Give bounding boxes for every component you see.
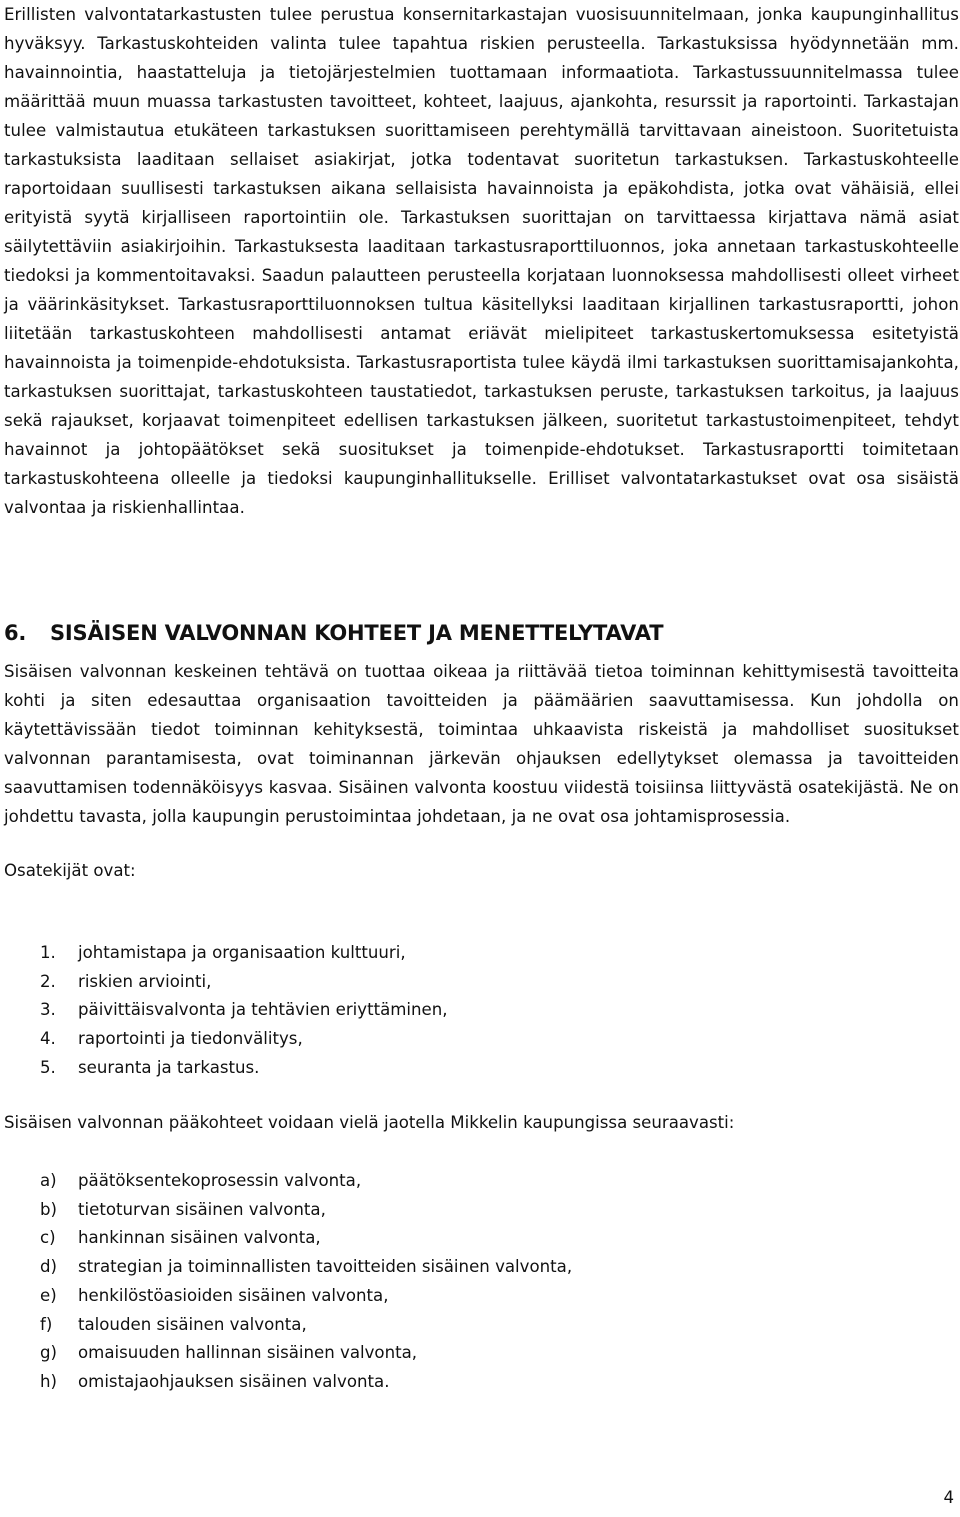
list-item bbox=[40, 968, 448, 997]
list-item-text: omaisuuden hallinnan sisäinen valvonta, bbox=[78, 1343, 418, 1363]
list-item-text: omistajaohjauksen sisäinen valvonta. bbox=[78, 1371, 390, 1391]
list-marker: d) bbox=[40, 1257, 58, 1277]
list-item-text: seuranta ja tarkastus. bbox=[78, 1057, 260, 1077]
list-item bbox=[40, 1224, 572, 1253]
section-paragraph: Sisäisen valvonnan keskeinen tehtävä on tuottaa oikeaa ja riittävää tietoa toiminnan kehittymisestä tavoitteita kohti ja siten edesauttaa organisaation tavoitteiden ja päämäärien saavuttamisessa. Kun johdolla on käytettävissään tiedot toiminnan kehityksestä, toimintaa uhkaavista riskeistä ja mahdolliset suositukset valvonnan parantamisesta, ovat toiminannan järkevän ohjauksen edellytykset olemassa ja tavoitteiden saavuttamisen todennäköisyys kasvaa. Sisäinen valvonta koostuu viidestä toisiinsa liittyvästä osatekijästä. Ne on johdettu tavasta, jolla kaupungin perustoimintaa johdetaan, ja ne ovat osa johtamisprosessia. bbox=[4, 662, 959, 826]
list-item bbox=[40, 939, 448, 968]
list-marker: 2. bbox=[40, 971, 56, 991]
list-marker: 3. bbox=[40, 1000, 56, 1020]
section-number: 6. bbox=[4, 621, 27, 645]
list-item-text: henkilöstöasioiden sisäinen valvonta, bbox=[78, 1285, 389, 1305]
list-item-text: strategian ja toiminnallisten tavoitteiden sisäinen valvonta, bbox=[78, 1257, 573, 1277]
list-marker: c) bbox=[40, 1228, 56, 1248]
list-item bbox=[40, 1253, 572, 1282]
list-item bbox=[40, 996, 448, 1025]
main-objects-label: Sisäisen valvonnan pääkohteet voidaan vielä jaotella Mikkelin kaupungissa seuraavasti: bbox=[4, 1113, 735, 1132]
list-item bbox=[40, 1025, 448, 1054]
list-marker: e) bbox=[40, 1285, 57, 1305]
section-heading bbox=[4, 618, 663, 648]
intro-paragraph: Erillisten valvontatarkastusten tulee perustua konsernitarkastajan vuosisuunnitelmaan, jonka kaupunginhallitus hyväksyy. Tarkastuskohteiden valinta tulee tapahtua riskien perusteella. Tarkastuksissa hyödynnetään mm. havainnointia, haastatteluja ja tietojärjestelmien tuottamaan informaatiota. Tarkastussuunnitelmassa tulee määrittää muun muassa tarkastusten tavoitteet, kohteet, laajuus, ajankohta, resurssit ja raportointi. Tarkastajan tulee valmistautua etukäteen tarkastuksen suorittamiseen perehtymällä tarvittavaan aineistoon. Suoritetuista tarkastuksista laaditaan sellaiset asiakirjat, jotka todentavat suoritetun tarkastuksen. Tarkastuskohteelle raportoidaan suullisesti tarkastuksen aikana sellaisista havainnoista ja epäkohdista, jotka ovat vähäisiä, ellei erityistä syytä kirjalliseen raportointiin ole. Tarkastuksen suorittajan on tarvittaessa kirjattava nämä asiat säilytettäviin asiakirjoihin. Tarkastuksesta laaditaan tarkastusraporttiluonnos, joka annetaan tarkastuskohteelle tiedoksi ja kommentoitavaksi. Saadun palautteen perusteella korjataan luonnoksessa mahdollisesti olleet virheet ja väärinkäsitykset. Tarkastusraporttiluonnoksen tultua käsitellyksi laaditaan kirjallinen tarkastusraportti, johon liitetään tarkastuskohteen mahdollisesti antamat eriävät mielipiteet tarkastuskertomuksessa esitetyistä havainnoista ja toimenpide-ehdotuksista. Tarkastusraportista tulee käydä ilmi tarkastuksen suorittamisajankohta, tarkastuksen suorittajat, tarkastuskohteen taustatiedot, tarkastuksen peruste, tarkastuksen tarkoitus, ja laajuus sekä rajaukset, korjaavat toimenpiteet edellisen tarkastuksen jälkeen, suoritetut tarkastustoimenpiteet, tehdyt havainnot ja johtopäätökset sekä suositukset ja toimenpide-ehdotukset. Tarkastusraportti toimitetaan tarkastuskohteena olleelle ja tiedoksi kaupunginhallitukselle. Erilliset valvontatarkastukset ovat osa sisäistä valvontaa ja riskienhallintaa. bbox=[4, 5, 959, 517]
list-item-text: johtamistapa ja organisaation kulttuuri, bbox=[78, 943, 406, 962]
list-marker: h) bbox=[40, 1371, 57, 1391]
list-item bbox=[40, 1282, 572, 1311]
list-marker: 5. bbox=[40, 1057, 56, 1077]
list-item-text: tietoturvan sisäinen valvonta, bbox=[78, 1199, 326, 1219]
page-number: 4 bbox=[943, 1488, 954, 1507]
section-title: SISÄISEN VALVONNAN KOHTEET JA MENETTELYTAVAT bbox=[50, 621, 664, 645]
list-item bbox=[40, 1167, 572, 1196]
components-label: Osatekijät ovat: bbox=[4, 861, 136, 880]
list-marker: 1. bbox=[40, 943, 56, 962]
list-item-text: päätöksentekoprosessin valvonta, bbox=[78, 1171, 362, 1190]
list-marker: 4. bbox=[40, 1029, 56, 1049]
list-item-text: raportointi ja tiedonvälitys, bbox=[78, 1029, 303, 1049]
list-item bbox=[40, 1368, 572, 1397]
list-item bbox=[40, 1054, 448, 1083]
list-marker: g) bbox=[40, 1343, 58, 1363]
list-item-text: päivittäisvalvonta ja tehtävien eriyttäminen, bbox=[78, 1000, 448, 1020]
list-item bbox=[40, 1311, 572, 1340]
list-marker: b) bbox=[40, 1199, 58, 1219]
list-marker: a) bbox=[40, 1171, 57, 1190]
list-marker: f) bbox=[40, 1314, 53, 1334]
list-item-text: hankinnan sisäinen valvonta, bbox=[78, 1228, 321, 1248]
list-item-text: riskien arviointi, bbox=[78, 971, 212, 991]
list-item-text: talouden sisäinen valvonta, bbox=[78, 1314, 307, 1334]
main-objects-list bbox=[40, 1167, 572, 1397]
list-item bbox=[40, 1196, 572, 1225]
components-list bbox=[40, 939, 448, 1083]
list-item bbox=[40, 1339, 572, 1368]
